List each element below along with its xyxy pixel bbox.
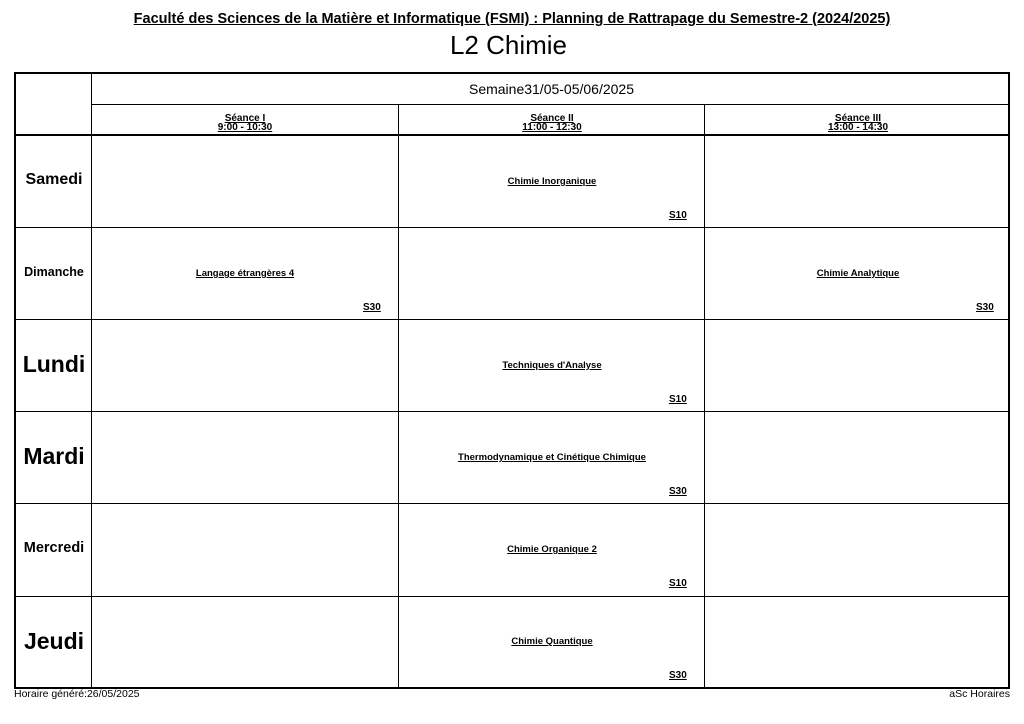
- day-label-mercredi: Mercredi: [23, 540, 85, 556]
- grid-line: [16, 227, 1010, 228]
- seance-time: 9:00 - 10:30: [217, 122, 273, 133]
- class-name: L2 Chimie: [449, 30, 568, 60]
- grid-line: [16, 596, 1010, 597]
- generated-date: Horaire généré:26/05/2025: [14, 688, 140, 700]
- room-label: S30: [669, 670, 687, 681]
- course-name: Chimie Organique 2: [507, 544, 597, 555]
- course-name: Chimie Analytique: [816, 268, 900, 279]
- room-label: S10: [669, 394, 687, 405]
- day-label-jeudi: Jeudi: [23, 628, 85, 654]
- room-label: S30: [669, 486, 687, 497]
- grid-line: [16, 319, 1010, 320]
- page-title: Faculté des Sciences de la Matière et Informatique (FSMI) : Planning de Rattrapage du Semestre-2 (2024/2025): [133, 11, 891, 27]
- seance-header-2: [399, 114, 705, 132]
- software-credit: aSc Horaires: [949, 688, 1010, 700]
- day-label-mardi: Mardi: [23, 443, 85, 469]
- room-label: S10: [669, 210, 687, 221]
- seance-name: Séance I: [224, 113, 266, 124]
- room-label: S10: [669, 578, 687, 589]
- course-name: Chimie Quantique: [511, 636, 593, 647]
- seance-time: 13:00 - 14:30: [827, 122, 889, 133]
- timetable: [14, 72, 1010, 689]
- grid-line: [16, 134, 1010, 136]
- grid-line: [92, 104, 1010, 105]
- day-label-samedi: Samedi: [25, 171, 83, 188]
- seance-name: Séance III: [834, 113, 882, 124]
- grid-line: [16, 411, 1010, 412]
- room-label: S30: [976, 302, 994, 313]
- grid-line: [398, 105, 399, 687]
- seance-name: Séance II: [530, 113, 574, 124]
- seance-header-3: [705, 114, 1011, 132]
- seance-header-1: [92, 114, 398, 132]
- course-name: Langage étrangères 4: [195, 268, 295, 279]
- day-label-lundi: Lundi: [22, 351, 86, 377]
- course-name: Techniques d'Analyse: [502, 360, 602, 371]
- week-label: Semaine31/05-05/06/2025: [468, 81, 635, 97]
- grid-line: [16, 503, 1010, 504]
- course-name: Chimie Inorganique: [507, 176, 597, 187]
- course-name: Thermodynamique et Cinétique Chimique: [458, 452, 646, 463]
- grid-line: [704, 105, 705, 687]
- seance-time: 11:00 - 12:30: [522, 122, 582, 133]
- room-label: S30: [363, 302, 381, 313]
- day-label-dimanche: Dimanche: [24, 265, 84, 279]
